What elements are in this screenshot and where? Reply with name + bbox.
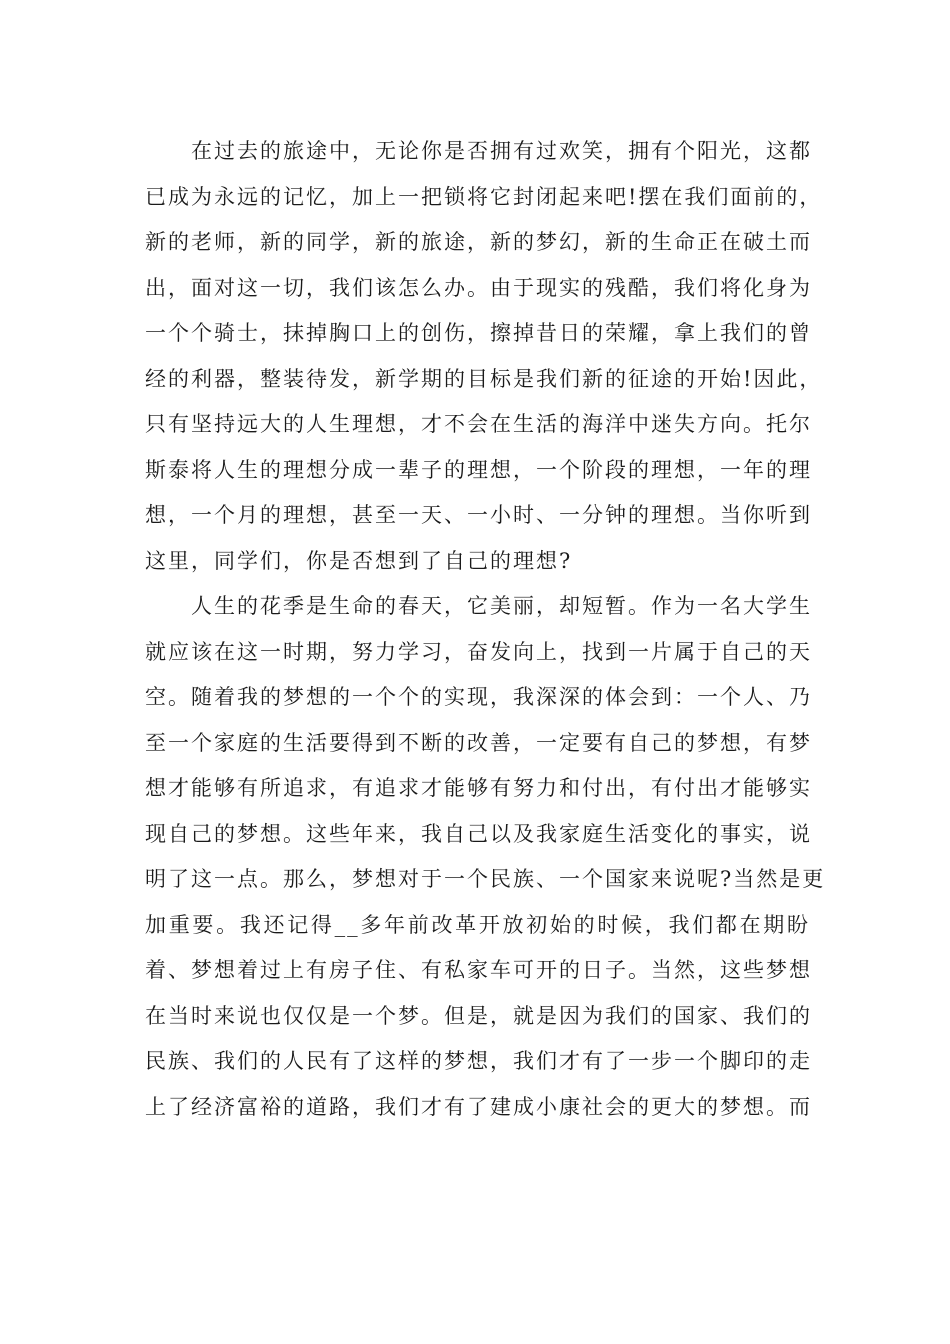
text-line: 至一个家庭的生活要得到不断的改善，一定要有自己的梦想，有梦 bbox=[145, 730, 812, 755]
text-line: 想，一个月的理想，甚至一天、一小时、一分钟的理想。当你听到 bbox=[145, 503, 812, 527]
text-line: 已成为永远的记忆，加上一把锁将它封闭起来吧!摆在我们面前的， bbox=[145, 184, 823, 209]
text-line: 想才能够有所追求，有追求才能够有努力和付出，有付出才能够实 bbox=[145, 776, 812, 800]
text-line: 就应该在这一时期，努力学习，奋发向上，找到一片属于自己的天 bbox=[145, 639, 812, 664]
text-line: 这里，同学们，你是否想到了自己的理想? bbox=[145, 548, 573, 573]
text-line: 在当时来说也仅仅是一个梦。但是，就是因为我们的国家、我们的 bbox=[145, 1003, 812, 1028]
text-line: 人生的花季是生命的春天，它美丽，却短暂。作为一名大学生 bbox=[191, 594, 812, 618]
text-line: 民族、我们的人民有了这样的梦想，我们才有了一步一个脚印的走 bbox=[145, 1049, 812, 1073]
document-body bbox=[145, 129, 826, 1130]
text-line: 斯泰将人生的理想分成一辈子的理想，一个阶段的理想，一年的理 bbox=[145, 457, 812, 482]
text-line: 新的老师，新的同学，新的旅途，新的梦幻，新的生命正在破土而 bbox=[145, 230, 812, 254]
text-line: 一个个骑士，抹掉胸口上的创伤，擦掉昔日的荣耀，拿上我们的曾 bbox=[145, 321, 812, 345]
text-line: 经的利器，整装待发，新学期的目标是我们新的征途的开始!因此， bbox=[145, 366, 823, 391]
paragraph-2 bbox=[145, 584, 826, 1130]
text-line: 空。随着我的梦想的一个个的实现，我深深的体会到：一个人、乃 bbox=[145, 685, 812, 709]
text-line: 着、梦想着过上有房子住、有私家车可开的日子。当然，这些梦想 bbox=[145, 958, 812, 982]
text-line: 出，面对这一切，我们该怎么办。由于现实的残酷，我们将化身为 bbox=[145, 275, 812, 300]
text-line: 在过去的旅途中，无论你是否拥有过欢笑，拥有个阳光，这都 bbox=[191, 139, 812, 163]
text-line: 明了这一点。那么，梦想对于一个民族、一个国家来说呢?当然是更 bbox=[145, 867, 826, 891]
text-line: 只有坚持远大的人生理想，才不会在生活的海洋中迷失方向。托尔 bbox=[145, 412, 812, 436]
text-line: 现自己的梦想。这些年来，我自己以及我家庭生活变化的事实，说 bbox=[145, 821, 812, 846]
text-line: 加重要。我还记得__多年前改革开放初始的时候，我们都在期盼 bbox=[145, 912, 810, 937]
text-line: 上了经济富裕的道路，我们才有了建成小康社会的更大的梦想。而 bbox=[145, 1094, 812, 1119]
paragraph-1 bbox=[145, 129, 823, 584]
